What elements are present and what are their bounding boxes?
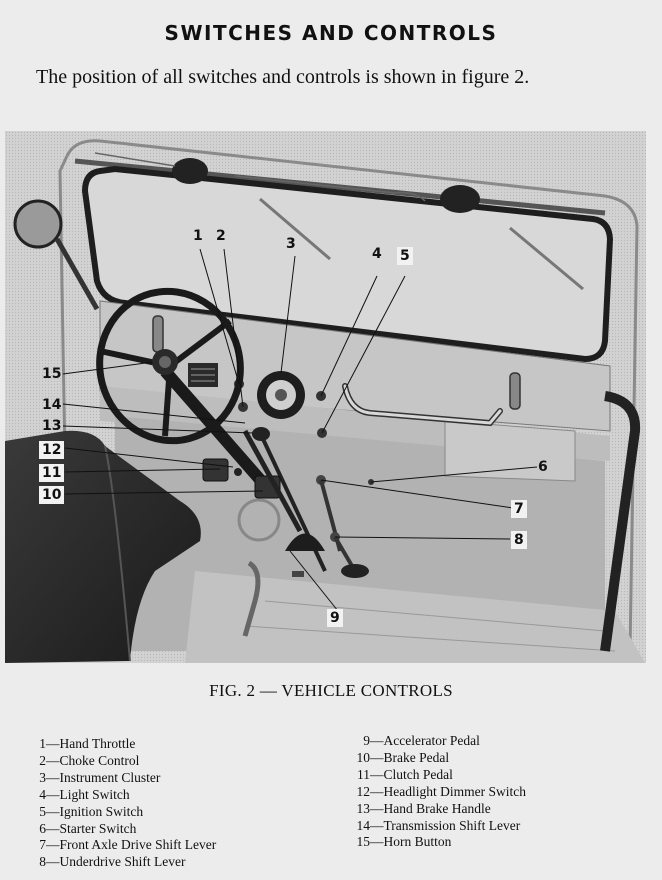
legend-item: [348, 818, 526, 835]
legend-item-separator: —: [46, 736, 60, 751]
legend-item: [348, 834, 526, 851]
legend-item: [38, 837, 216, 854]
legend-item-label: Underdrive Shift Lever: [59, 854, 186, 870]
legend-item: [38, 787, 216, 804]
legend-item-separator: —: [46, 786, 60, 802]
legend-item-separator: —: [370, 783, 384, 799]
legend-item: [38, 854, 216, 871]
callout-6: 6: [538, 459, 548, 475]
legend-item-separator: —: [46, 752, 60, 768]
legend-item-label: Hand Throttle: [59, 736, 136, 751]
legend-item-separator: —: [46, 837, 60, 853]
legend-item-number: 6: [39, 820, 46, 836]
glovebox-plate: [445, 421, 575, 481]
legend-item: [38, 770, 216, 787]
legend-item-separator: —: [46, 803, 60, 819]
legend-item-separator: —: [370, 800, 384, 816]
jeep-dashboard-illustration: [5, 131, 646, 663]
hand-brake-handle: [252, 427, 270, 441]
legend-item-label: Choke Control: [59, 752, 140, 768]
legend-item: [38, 821, 216, 838]
callout-13: 13: [42, 418, 62, 434]
callout-11: 11: [39, 464, 64, 482]
legend-item-label: Light Switch: [59, 786, 130, 802]
legend-item: [348, 801, 526, 818]
vehicle-controls-photo: [5, 131, 646, 663]
page-heading: SWITCHES AND CONTROLS: [164, 21, 498, 46]
legend-item: [38, 804, 216, 821]
dimmer-switch: [234, 468, 242, 476]
legend-left-column: [38, 736, 216, 871]
callout-1: 1: [193, 228, 203, 244]
legend-item: [348, 733, 526, 750]
wiper-motor-left: [172, 158, 208, 184]
legend-item-label: Starter Switch: [59, 820, 137, 836]
legend-item-number: 8: [39, 854, 46, 870]
legend-item-label: Horn Button: [383, 834, 452, 850]
legend-item-label: Transmission Shift Lever: [383, 817, 521, 833]
legend-right-column: [348, 733, 526, 851]
callout-15: 15: [42, 366, 62, 382]
callout-5: 5: [397, 247, 413, 265]
accelerator-pedal: [292, 571, 304, 577]
callout-12: 12: [39, 441, 64, 459]
legend-item-number: 14: [356, 817, 370, 833]
callout-10: 10: [39, 486, 64, 504]
legend-item-separator: —: [46, 769, 60, 785]
legend-item-number: 7: [39, 837, 46, 853]
legend-item-label: Headlight Dimmer Switch: [383, 783, 526, 799]
legend-item: [348, 767, 526, 784]
legend-item-label: Clutch Pedal: [383, 766, 453, 782]
legend-item-number: 3: [39, 769, 46, 785]
legend-item-number: 4: [39, 786, 46, 802]
windshield-latch-right: [510, 373, 520, 409]
callout-2: 2: [216, 228, 226, 244]
legend-item: [348, 784, 526, 801]
legend-item-label: Instrument Cluster: [59, 769, 161, 785]
callout-14: 14: [42, 397, 62, 413]
windshield-latch-left: [153, 316, 163, 352]
legend-item-number: 1: [39, 736, 46, 751]
legend-item-number: 10: [356, 749, 370, 765]
legend-item-separator: —: [370, 834, 384, 850]
figure-caption: FIG. 2 — VEHICLE CONTROLS: [209, 681, 453, 700]
wiper-motor-right: [440, 185, 480, 213]
clutch-pedal: [203, 459, 228, 481]
legend-item-number: 9: [363, 733, 370, 748]
legend-item-number: 5: [39, 803, 46, 819]
legend-item-number: 11: [357, 766, 370, 782]
legend-item-separator: —: [370, 817, 384, 833]
callout-4: 4: [372, 246, 382, 262]
legend-item-separator: —: [370, 733, 384, 748]
legend-item-label: Ignition Switch: [59, 803, 144, 819]
intro-paragraph: The position of all switches and controls is shown in figure 2.: [36, 66, 530, 88]
legend-item: [348, 750, 526, 767]
legend-item: [38, 736, 216, 753]
legend-item-label: Accelerator Pedal: [383, 733, 480, 748]
legend-item-label: Brake Pedal: [383, 749, 450, 765]
legend-item-label: Front Axle Drive Shift Lever: [59, 837, 217, 853]
legend-item-separator: —: [46, 820, 60, 836]
legend-item-separator: —: [370, 766, 384, 782]
callout-8: 8: [511, 531, 527, 549]
callout-9: 9: [327, 609, 343, 627]
legend-item-number: 15: [356, 834, 370, 850]
legend-item-separator: —: [46, 854, 60, 870]
legend-item: [38, 753, 216, 770]
callout-3: 3: [286, 236, 296, 252]
legend-item-number: 2: [39, 752, 46, 768]
legend-item-number: 12: [356, 783, 370, 799]
side-mirror: [15, 201, 61, 247]
legend-item-label: Hand Brake Handle: [383, 800, 491, 816]
legend-item-number: 13: [356, 800, 370, 816]
legend-item-separator: —: [370, 749, 384, 765]
callout-7: 7: [511, 500, 527, 518]
